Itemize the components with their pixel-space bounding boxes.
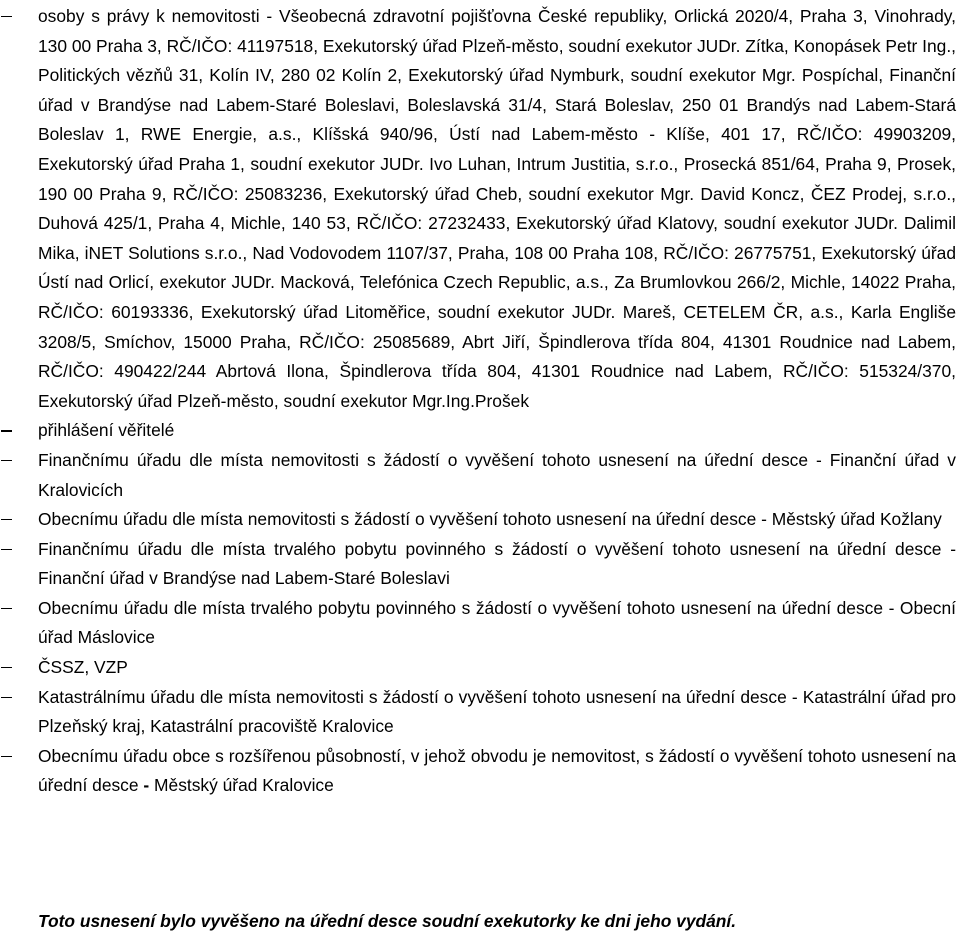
list-item-text: osoby s právy k nemovitosti - Všeobecná zdravotní pojišťovna České republiky, Orlická 2020/4, Praha 3, Vinohrady, 130 00 Praha 3, RČ/IČO: 41197518, Exekutorský úřad Plzeň-město, soudní exekutor JUDr. Zítka, Konopásek Petr Ing., Politických vězňů 31, Kolín IV, 280 02 Kolín 2, Exekutorský úřad Nymburk, soudní exekutor Mgr. Pospíchal, Finanční úřad v Brandýse nad Labem-Staré Boleslavi, Boleslavská 31/4, Stará Boleslav, 250 01 Brandýs nad Labem-Stará Boleslav 1, RWE Energie, a.s., Klíšská 940/96, Ústí nad Labem-město - Klíše, 401 17, RČ/IČO: 49903209, Exekutorský úřad Praha 1, soudní exekutor JUDr. Ivo Luhan, Intrum Justitia, s.r.o., Prosecká 851/64, Praha 9, Prosek, 190 00 Praha 9, RČ/IČO: 25083236, Exekutorský úřad Cheb, soudní exekutor Mgr. David Koncz, ČEZ Prodej, s.r.o., Duhová 425/1, Praha 4, Michle, 140 53, RČ/IČO: 27232433, Exekutorský úřad Klatovy, soudní exekutor JUDr. Dalimil Mika, iNET Solutions s.r.o., Nad Vodovodem 1107/37, Praha, 108 00 Praha 108, RČ/IČO: 26775751, Exekutorský úřad Ústí nad Orlicí, exekutor JUDr. Macková, Telefónica Czech Republic, a.s., Za Brumlovkou 266/2, Michle, 14022 Praha, RČ/IČO: 60193336, Exekutorský úřad Litoměřice, soudní exekutor JUDr. Mareš, CETELEM ČR, a.s., Karla Engliše 3208/5, Smíchov, 15000 Praha, RČ/IČO: 25085689, Abrt Jiří, Špindlerova třída 804, 41301 Roudnice nad Labem, RČ/IČO: 490422/244 Abrtová Ilona, Špindlerova třída 804, 41301 Roudnice nad Labem, RČ/IČO: 515324/370, Exekutorský úřad Plzeň-město, soudní exekutor Mgr.Ing.Prošek	[38, 6, 956, 411]
list-item	[0, 594, 960, 653]
dash-bullet-icon	[1, 697, 12, 698]
list-item-text-tail: Městský úřad Kralovice	[154, 775, 334, 796]
dash-bullet-icon	[1, 519, 12, 520]
dash-bullet-icon	[1, 460, 12, 461]
list-item-bold-separator: -	[138, 775, 155, 796]
dash-bullet-icon	[1, 608, 12, 609]
list-item-text: Obecnímu úřadu dle místa nemovitosti s žádostí o vyvěšení tohoto usnesení na úřední desce - Městský úřad Kožlany	[38, 509, 942, 530]
list-item-text: ČSSZ, VZP	[38, 657, 128, 678]
dash-bullet-icon	[1, 549, 12, 550]
dash-bullet-icon	[1, 756, 12, 757]
list-item	[0, 653, 960, 683]
list-item	[0, 416, 960, 446]
list-item-text: přihlášení věřitelé	[38, 420, 175, 441]
list-item	[0, 2, 960, 416]
dash-bullet-icon	[1, 16, 12, 17]
recipient-list	[0, 2, 960, 801]
list-item	[0, 683, 960, 742]
list-item	[0, 505, 960, 535]
list-item-text: Obecnímu úřadu obce s rozšířenou působností, v jehož obvodu je nemovitost, s žádostí o vyvěšení tohoto usnesení na úřední desce	[38, 745, 956, 796]
list-item-text: Finančnímu úřadu dle místa nemovitosti s žádostí o vyvěšení tohoto usnesení na úřední desce - Finanční úřad v Kralovicích	[38, 449, 956, 500]
list-item	[0, 446, 960, 505]
list-item-text: Finančnímu úřadu dle místa trvalého pobytu povinného s žádostí o vyvěšení tohoto usnesení na úřední desce - Finanční úřad v Brandýse nad Labem-Staré Boleslavi	[38, 538, 956, 589]
list-item-text: Obecnímu úřadu dle místa trvalého pobytu povinného s žádostí o vyvěšení tohoto usnesení na úřední desce - Obecní úřad Máslovice	[38, 597, 956, 648]
dash-bullet-icon	[1, 430, 12, 431]
dash-bullet-icon	[1, 667, 12, 668]
posting-note: Toto usnesení bylo vyvěšeno na úřední desce soudní exekutorky ke dni jeho vydání.	[38, 911, 737, 931]
list-item	[0, 535, 960, 594]
list-item	[0, 742, 960, 801]
list-item-text: Katastrálnímu úřadu dle místa nemovitosti s žádostí o vyvěšení tohoto usnesení na úřední desce - Katastrální úřad pro Plzeňský kraj, Katastrální pracoviště Kralovice	[38, 686, 956, 737]
